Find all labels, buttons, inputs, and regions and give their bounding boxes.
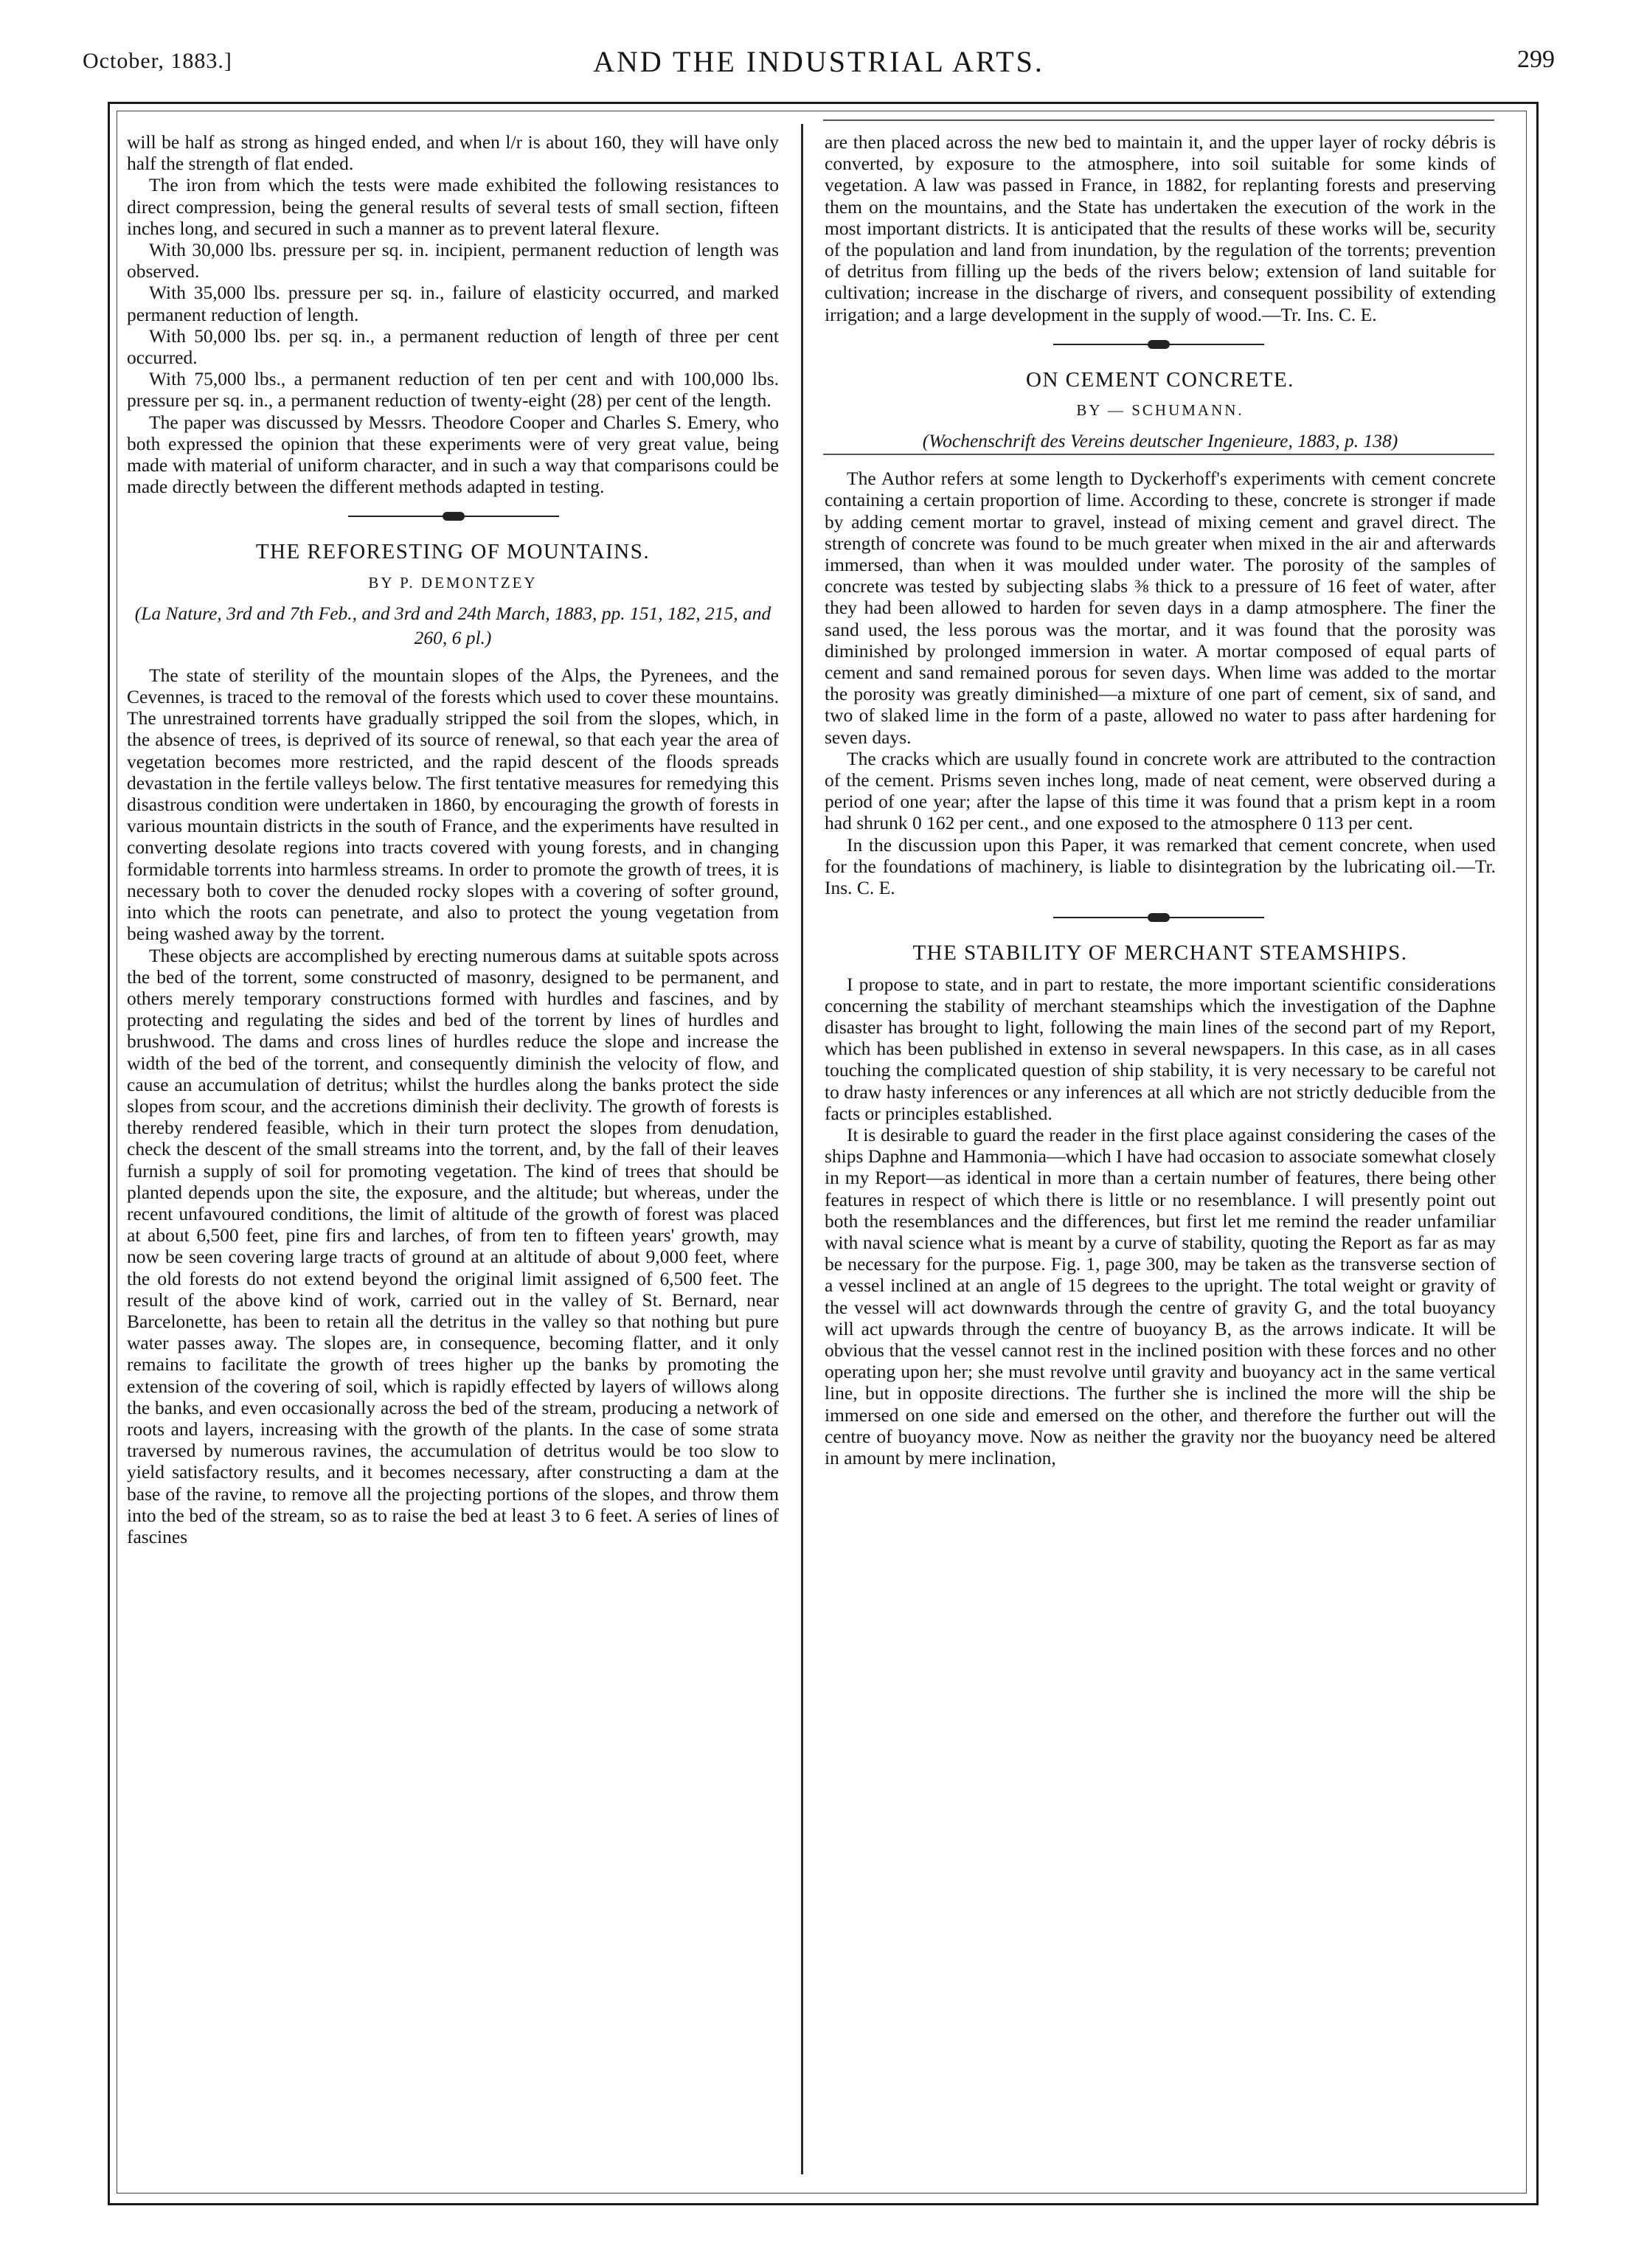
column-rule bbox=[801, 124, 803, 2174]
left-column bbox=[127, 131, 779, 2182]
page-number: 299 bbox=[1517, 46, 1555, 73]
paragraph: The cracks which are usually found in concrete work are attributed to the contraction of the cement. Prisms seven inches long, made of neat cement, were observed during a period of one year; after the lapse of this time it was found that a prism kept in a room had shrunk 0 162 per cent., and one exposed to the atmosphere 0 113 per cent. bbox=[825, 747, 1496, 834]
section-divider bbox=[825, 331, 1496, 358]
article-byline: BY P. DEMONTZEY bbox=[368, 573, 538, 592]
running-head bbox=[83, 44, 1555, 81]
right-box-top-rule bbox=[823, 119, 1494, 121]
continued-paragraph: will be half as strong as hinged ended, and when l/r is about 160, they will have only half the strength of flat ended. bbox=[127, 131, 779, 175]
paragraph: The state of sterility of the mountain slopes of the Alps, the Pyrenees, and the Cevennes, is traced to the removal of the forests which used to cover these mountains. The unrestrained torrents have gradually stripped the soil from the slopes, which, in the absence of trees, is deprived of its source of renewal, so that each year the area of vegetation becomes more restricted, and the rapid descent of the floods spreads devastation in the fertile valleys below. The first tentative measures for remedying this disastrous condition were undertaken in 1860, by encouraging the growth of forests in various mountain districts in the south of France, and the experiments have resulted in converting desolate regions into tracts covered with young forests, and in changing formidable torrents into harmless streams. In order to promote the growth of trees, it is necessary both to cover the denuded rocky slopes with a covering of softer ground, into which the roots can penetrate, and also to protect the young vegetation from being washed away by the torrent. bbox=[127, 664, 779, 945]
issue-date: October, 1883.] bbox=[83, 49, 232, 73]
article-title-cement: ON CEMENT CONCRETE. bbox=[1026, 367, 1294, 392]
paragraph: The Author refers at some length to Dyckerhoff's experiments with cement concrete containing a certain proportion of lime. According to these, concrete is stronger if made by adding cement mortar to gravel, instead of mixing cement and gravel direct. The strength of concrete was found to be much greater when mixed in the air and afterwards immersed, than when it was moulded under water. The porosity of the samples of concrete was tested by subjecting slabs ⅜ thick to a pressure of 16 feet of water, after they had been allowed to harden for seven days in a damp atmosphere. The finer the sand used, the less porous was the mortar, and it was found that the porosity was diminished by prolonged immersion in water. A mortar composed of equal parts of cement and sand remained porous for seven days. When lime was added to the mortar the porosity was greatly diminished—a mixture of one part of cement, six of sand, and two of slaked lime in the form of a paste, allowed no water to pass after hardening for seven days. bbox=[825, 468, 1496, 748]
paragraph: I propose to state, and in part to restate, the more important scientific considerations concerning the stability of merchant steamships which the investigation of the Daphne disaster has brought to light, following the main lines of the second part of my Report, which has been published in extenso in several newspapers. In this case, as in all cases touching the complicated question of ship stability, it is very necessary to be careful not to draw hasty inferences or any inferences at all which are not strictly deducible from the facts or principles established. bbox=[825, 973, 1496, 1124]
section-divider bbox=[825, 904, 1496, 931]
paragraph: These objects are accomplished by erecting numerous dams at suitable spots across the bed of the torrent, some constructed of masonry, designed to be permanent, and others merely temporary constructions formed with hurdles and fascines, and by protecting and regulating the sides and bed of the torrent by lines of hurdles and brushwood. The dams and cross lines of hurdles reduce the slope and increase the width of the bed of the torrent, and consequently diminish the velocity of flow, and cause an accumulation of detritus; whilst the hurdles along the banks protect the side slopes from scour, and the accretions diminish their declivity. The growth of forests is thereby rendered feasible, which in their turn protect the slopes from denudation, check the descent of the small streams into the torrent, and, by the fall of their leaves furnish a supply of soil for promoting vegetation. The kind of trees that should be planted depends upon the site, the exposure, and the altitude; but whereas, under the recent unfavoured conditions, the limit of altitude of the growth of forest was placed at about 6,500 feet, pine firs and larches, of from ten to fifteen years' growth, may now be seen covering large tracts of ground at an altitude of about 9,000 feet, where the old forests do not extend beyond the original limit assigned of 6,500 feet. The result of the above kind of work, carried out in the valley of St. Bernard, near Barcelonette, has been to retain all the detritus in the valley so that nothing but pure water passes away. The slopes are, in consequence, becoming flatter, and it only remains to facilitate the growth of trees higher up the banks by promoting the extension of the covering of soil, which is rapidly effected by layers of willows along the banks, and even occasionally across the bed of the stream, producing a network of roots and layers, increasing with the growth of the plants. In the case of some strata traversed by numerous ravines, the accumulation of detritus would be too slow to yield satisfactory results, and it becomes necessary, after constructing a dam at the base of the ravine, to remove all the projecting portions of the slopes, and throw them into the bed of the stream, so as to raise the bed at least 3 to 6 feet. A series of lines of fascines bbox=[127, 944, 779, 1547]
paragraph: With 30,000 lbs. pressure per sq. in. incipient, permanent reduction of length was observed. bbox=[127, 239, 779, 282]
journal-title: AND THE INDUSTRIAL ARTS. bbox=[593, 45, 1044, 78]
article-source: (Wochenschrift des Vereins deutscher Ingenieure, 1883, p. 138) bbox=[922, 430, 1398, 452]
article-title-steamships: THE STABILITY OF MERCHANT STEAMSHIPS. bbox=[912, 941, 1408, 965]
article-title-reforesting: THE REFORESTING OF MOUNTAINS. bbox=[255, 540, 651, 564]
paragraph: With 35,000 lbs. pressure per sq. in., failure of elasticity occurred, and marked permanent reduction of length. bbox=[127, 282, 779, 325]
paragraph: The paper was discussed by Messrs. Theodore Cooper and Charles S. Emery, who both expressed the opinion that these experiments were of very great value, being made with material of uniform character, and in such a way that comparisons could be made directly between the different methods adapted in testing. bbox=[127, 411, 779, 498]
article-source: (La Nature, 3rd and 7th Feb., and 3rd and 24th March, 1883, pp. 151, 182, 215, and 260, 6 pl.) bbox=[134, 602, 771, 648]
right-column bbox=[825, 131, 1496, 2182]
continued-paragraph: are then placed across the new bed to maintain it, and the upper layer of rocky débris is converted, by exposure to the atmosphere, into soil suitable for some kinds of vegetation. A law was passed in France, in 1882, for replanting forests and preserving them on the mountains, and the State has undertaken the execution of the work in the most important districts. It is anticipated that the results of these works will be, security of the population and land from inundation, by the regulation of the torrents; prevention of detritus from filling up the beds of the rivers below; extension of land suitable for cultivation; increase in the discharge of rivers, and consequent possibility of extending irrigation; and a large development in the supply of wood.—Tr. Ins. C. E. bbox=[825, 131, 1496, 325]
paragraph: With 75,000 lbs., a permanent reduction of ten per cent and with 100,000 lbs. pressure per sq. in., a permanent reduction of twenty-eight (28) per cent of the length. bbox=[127, 368, 779, 412]
paragraph: In the discussion upon this Paper, it was remarked that cement concrete, when used for the foundations of machinery, is liable to disintegration by the lubricating oil.—Tr. Ins. C. E. bbox=[825, 833, 1496, 899]
section-divider bbox=[127, 503, 779, 530]
paragraph: With 50,000 lbs. per sq. in., a permanent reduction of length of three per cent occurred. bbox=[127, 325, 779, 369]
paragraph: It is desirable to guard the reader in the first place against considering the cases of the ships Daphne and Hammonia—which I have had occasion to associate somewhat closely in my Report—as identical in more than a certain number of features, there being other features in respect of which there is little or no resemblance. I will presently point out both the resemblances and the differences, but first let me remind the reader unfamiliar with naval science what is meant by a curve of stability, quoting the Report as far as may be necessary for the purpose. Fig. 1, page 300, may be taken as the transverse section of a vessel inclined at an angle of 15 degrees to the upright. The total weight or gravity of the vessel will act downwards through the centre of gravity G, and the total buoyancy will act upwards through the centre of buoyancy B, as the arrows indicate. It will be obvious that the vessel cannot rest in the inclined position with these forces and no other operating upon her; she must revolve until gravity and buoyancy act in the same vertical line, but in opposite directions. The further she is inclined the more will the ship be immersed on one side and emersed on the other, and therefore the further out will the centre of buoyancy move. Now as neither the gravity nor the buoyancy need be altered in amount by mere inclination, bbox=[825, 1123, 1496, 1468]
article-byline: BY — SCHUMANN. bbox=[1076, 401, 1244, 420]
paragraph: The iron from which the tests were made exhibited the following resistances to direct compression, being the general results of several tests of small section, fifteen inches long, and secured in such a manner as to prevent lateral flexure. bbox=[127, 174, 779, 239]
